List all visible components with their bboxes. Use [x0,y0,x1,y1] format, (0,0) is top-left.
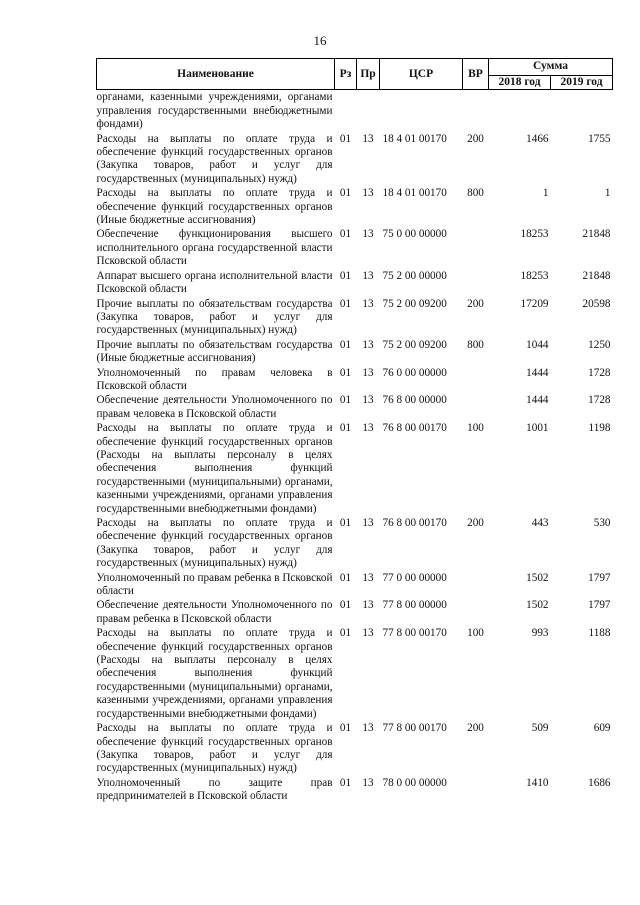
row-pr [357,90,380,132]
row-rz: 01 [339,366,352,379]
row-vr: 100 [467,422,484,435]
row-vr: 200 [467,517,484,529]
row-name: Уполномоченный по защите прав предпринимателей в Псковской области [96,776,333,803]
row-amount-2019: 1686 [588,776,611,789]
row-vr: 100 [467,627,484,640]
row-amount-2018: 1410 [526,776,549,789]
row-name: Расходы на выплаты по оплате труда и обеспечение функций государственных органов (Иные бюджетные ассигнования) [96,187,333,227]
header-rz: Рз [335,59,357,90]
row-amount-2019: 20598 [582,297,611,310]
row-name: Расходы на выплаты по оплате труда и обеспечение функций государственных органов (Закупка товаров, работ и услуг для государственных (муниципальных) нужд) [96,132,333,185]
row-amount-2019 [551,90,613,132]
row-csr: 77 8 00 00170 [382,627,447,640]
row-name: Расходы на выплаты по оплате труда и обеспечение функций государственных органов (Закупка товаров, работ и услуг для государственных (муниципальных) нужд) [96,722,333,775]
row-vr [463,269,489,297]
row-amount-2018: 993 [531,627,549,640]
row-csr: 75 2 00 09200 [382,338,447,351]
row-vr: 200 [467,132,484,145]
header-year-2018: 2018 год [489,76,551,90]
row-amount-2019: 1250 [588,338,611,351]
row-name: Аппарат высшего органа исполнительной власти Псковской области [96,269,333,296]
row-rz: 01 [339,228,352,241]
row-amount-2018 [489,90,551,132]
row-rz: 01 [339,599,352,612]
row-vr: 800 [467,338,484,351]
header-name: Наименование [97,59,335,90]
row-csr [380,90,463,132]
row-rz: 01 [339,338,352,351]
row-amount-2018: 1466 [526,132,549,145]
row-amount-2018: 509 [531,722,549,735]
row-pr: 13 [362,627,374,640]
row-name: Обеспечение деятельности Уполномоченного по правам ребенка в Псковской области [96,599,333,625]
row-csr: 77 8 00 00000 [382,599,447,612]
row-csr: 18 4 01 00170 [382,132,447,145]
row-rz: 01 [339,776,352,789]
row-vr [463,571,489,599]
row-amount-2018: 1444 [526,366,549,379]
table-row [97,626,613,721]
row-csr: 18 4 01 00170 [382,187,447,200]
budget-table [96,58,613,804]
row-pr: 13 [362,228,374,241]
row-pr: 13 [362,571,374,584]
row-name: Уполномоченный по правам ребенка в Псковской области [96,571,333,598]
header-csr: ЦСР [380,59,463,90]
row-csr: 76 8 00 00000 [382,394,447,407]
row-rz: 01 [339,394,352,407]
row-csr: 76 8 00 00170 [382,517,447,529]
row-amount-2019: 1755 [588,132,611,145]
row-csr: 75 2 00 09200 [382,297,447,310]
row-csr: 77 8 00 00170 [382,722,447,735]
row-amount-2018: 443 [531,517,549,529]
row-name: Прочие выплаты по обязательствам государства (Иные бюджетные ассигнования) [96,338,333,365]
table-row [97,366,613,394]
row-rz: 01 [339,422,352,435]
header-year-2019: 2019 год [551,76,613,90]
row-pr: 13 [362,599,374,612]
row-amount-2019: 609 [593,722,611,735]
row-vr [463,598,489,626]
row-pr: 13 [362,269,374,282]
row-rz [335,90,357,132]
row-name: органами, казенными учреждениями, органами управления государственными внебюджетными фондами) [96,91,333,131]
row-name: Расходы на выплаты по оплате труда и обеспечение функций государственных органов (Закупка товаров, работ и услуг для государственных (муниципальных) нужд) [96,517,333,570]
row-amount-2019: 1728 [588,366,611,379]
row-pr: 13 [362,722,374,735]
table-row [97,90,613,132]
table-row [97,598,613,626]
row-amount-2018: 1044 [526,338,549,351]
row-amount-2019: 1198 [588,422,611,435]
row-amount-2018: 17209 [520,297,549,310]
table-row [97,269,613,297]
row-pr: 13 [362,422,374,435]
header-vr: ВР [463,59,489,90]
row-vr [463,393,489,421]
row-amount-2019: 21848 [582,228,611,241]
row-rz: 01 [339,627,352,640]
table-row [97,297,613,338]
table-row [97,776,613,804]
row-name: Обеспечение деятельности Уполномоченного по правам человека в Псковской области [96,394,333,420]
header-pr: Пр [357,59,380,90]
row-amount-2018: 1444 [526,394,549,407]
row-rz: 01 [339,722,352,735]
row-pr: 13 [362,776,374,789]
table-row [97,132,613,187]
row-rz: 01 [339,571,352,584]
row-amount-2018: 18253 [520,269,549,282]
row-amount-2019: 1728 [588,394,611,407]
row-rz: 01 [339,269,352,282]
row-csr: 76 0 00 00000 [382,366,447,379]
row-pr: 13 [362,297,374,310]
row-rz: 01 [339,297,352,310]
row-vr: 200 [467,297,484,310]
row-pr: 13 [362,366,374,379]
table-row [97,421,613,516]
row-rz: 01 [339,517,352,529]
row-pr: 13 [362,517,374,529]
row-amount-2019: 21848 [582,269,611,282]
row-csr: 78 0 00 00000 [382,776,447,789]
row-rz: 01 [339,132,352,145]
table-row [97,393,613,421]
row-csr: 75 0 00 00000 [382,228,447,241]
row-pr: 13 [362,338,374,351]
row-amount-2018: 18253 [520,228,549,241]
table-row [97,186,613,227]
row-amount-2018: 1001 [526,422,549,435]
row-name: Обеспечение функционирования высшего исполнительного органа государственной власти Псковской области [96,228,333,268]
row-pr: 13 [362,132,374,145]
table-row [97,721,613,776]
table-row [97,516,613,571]
table-row [97,571,613,599]
row-rz: 01 [339,187,352,200]
table-body [97,90,613,804]
row-amount-2018: 1 [542,187,549,200]
header-sum: Сумма [489,59,613,76]
row-amount-2019: 1797 [588,571,611,584]
row-name: Прочие выплаты по обязательствам государства (Закупка товаров, работ и услуг для государственных (муниципальных) нужд) [96,297,333,337]
table-header [97,59,613,90]
row-name: Расходы на выплаты по оплате труда и обеспечение функций государственных органов (Расходы на выплаты персоналу в целях обеспечения выполнения функций государственными (муниципальными) органами, казенными учреждениями, органами управления государственными внебюджетными фондами) [96,627,333,720]
row-vr [463,227,489,268]
table-row [97,227,613,268]
row-vr: 200 [467,722,484,735]
row-amount-2018: 1502 [526,571,549,584]
row-csr: 76 8 00 00170 [382,422,447,435]
page-number: 16 [313,33,327,48]
row-amount-2019: 1188 [588,627,611,640]
row-csr: 75 2 00 00000 [382,269,447,282]
row-csr: 77 0 00 00000 [382,571,447,584]
row-pr: 13 [362,394,374,407]
row-pr: 13 [362,187,374,200]
row-vr: 800 [467,187,484,200]
row-amount-2019: 1797 [588,599,611,612]
row-vr [463,776,489,804]
row-vr [463,366,489,394]
row-vr [463,90,489,132]
row-name: Расходы на выплаты по оплате труда и обеспечение функций государственных органов (Расходы на выплаты персоналу в целях обеспечения выполнения функций государственными (муниципальными) органами, казенными учреждениями, органами управления государственными внебюджетными фондами) [96,422,333,515]
table-row [97,338,613,366]
row-amount-2019: 1 [604,187,611,200]
row-name: Уполномоченный по правам человека в Псковской области [96,366,333,392]
row-amount-2019: 530 [593,517,611,529]
row-amount-2018: 1502 [526,599,549,612]
